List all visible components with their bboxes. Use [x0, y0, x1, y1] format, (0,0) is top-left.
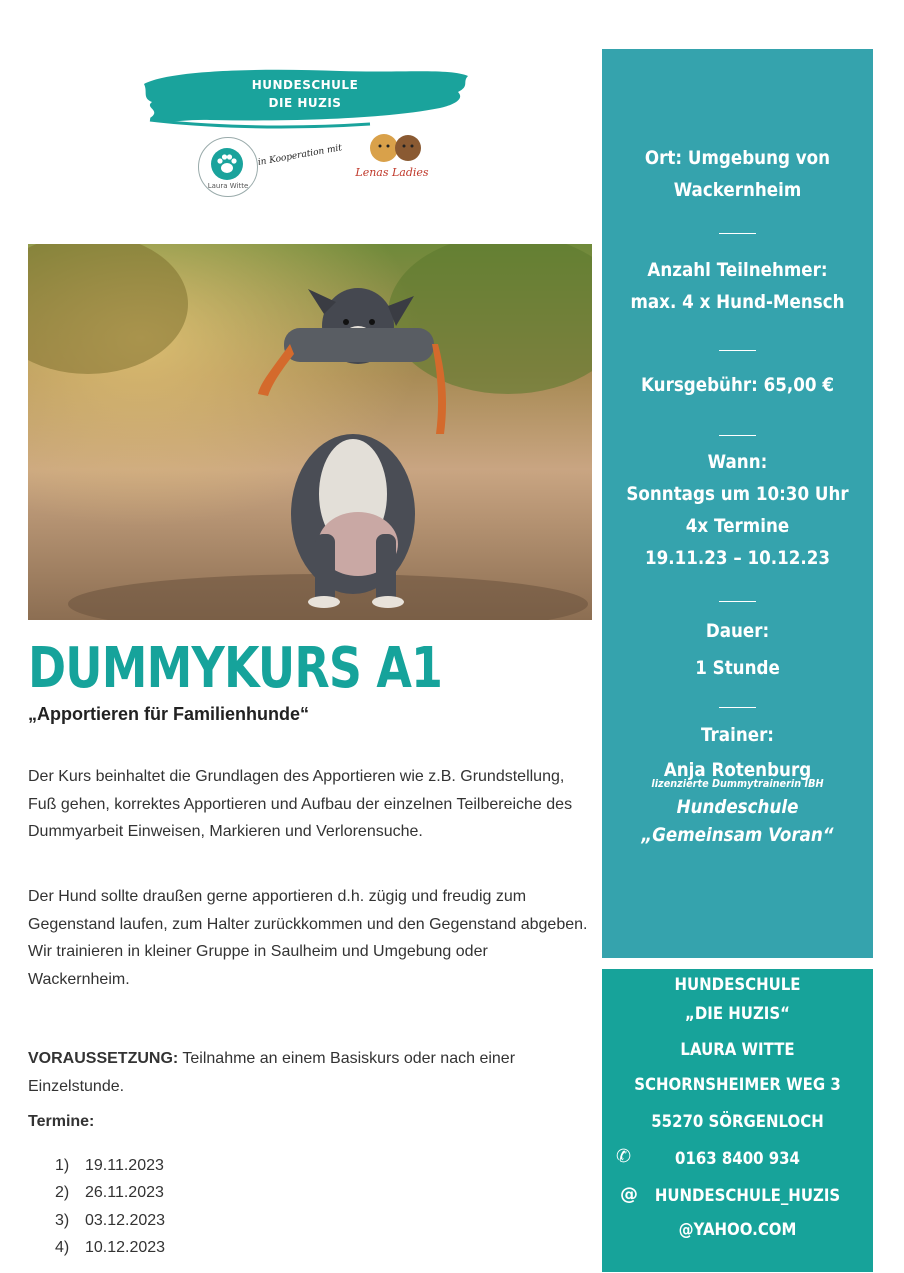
- dates-list: [55, 1152, 165, 1261]
- list-item: [55, 1152, 165, 1179]
- fee-block: [618, 369, 856, 401]
- course-requirements-text: Der Hund sollte draußen gerne apportieren d.h. zügig und freudig zum Gegenstand laufen, zum Halter zurückkommen und den Gegenstand abgeben. Wir trainieren in kleiner Gruppe in Saulheim und Umgebung oder Wackernheim.: [28, 888, 588, 988]
- when-time: Sonntags um 10:30 Uhr: [626, 483, 849, 505]
- location-block: [618, 142, 856, 206]
- badge-circle: [211, 148, 243, 180]
- partner-logo-text: Lenas Ladies: [355, 166, 429, 179]
- contact-street: SCHORNSHEIMER WEG 3: [634, 1075, 841, 1095]
- list-date: 26.11.2023: [85, 1184, 164, 1202]
- dog-photo-illustration: [28, 244, 592, 620]
- course-subtitle: „Apportieren für Familienhunde“: [28, 704, 310, 724]
- trainer-block: [618, 719, 856, 851]
- contact-panel: [602, 969, 873, 1272]
- contact-phone[interactable]: 0163 8400 934: [675, 1149, 800, 1169]
- when-label: Wann:: [707, 451, 768, 473]
- dog-photo: [28, 244, 592, 620]
- contact-city: 55270 SÖRGENLOCH: [651, 1112, 824, 1132]
- trainer-label: Trainer:: [700, 724, 775, 746]
- course-description: Der Kurs beinhaltet die Grundlagen des Apportieren wie z.B. Grundstellung, Fuß gehen, korrektes Apportieren und Aufbau der einzelnen Teilbereiche des Dummyarbeit Einweisen, Markieren und Verlorensuche.: [28, 768, 573, 840]
- contact-email-line2[interactable]: @YAHOO.COM: [678, 1220, 797, 1240]
- divider: [719, 601, 756, 602]
- list-item: [55, 1234, 165, 1261]
- dogs-illustration-icon: [362, 126, 432, 166]
- contact-school-label: HUNDESCHULE: [674, 975, 801, 995]
- at-icon: @: [620, 1184, 638, 1205]
- trainer-qualification: lizenzierte Dummytrainerin IBH: [651, 777, 824, 790]
- participants-label: Anzahl Teilnehmer:: [647, 259, 828, 281]
- participants-value: max. 4 x Hund-Mensch: [630, 291, 845, 313]
- divider: [719, 233, 756, 234]
- location-value: Wackernheim: [673, 179, 802, 201]
- list-number: 3): [55, 1211, 70, 1229]
- dates-heading: Termine:: [28, 1113, 95, 1130]
- when-count: 4x Termine: [685, 515, 790, 537]
- list-number: 1): [55, 1157, 70, 1174]
- participants-block: [618, 254, 856, 318]
- prerequisite-label: VORAUSSETZUNG:: [28, 1050, 179, 1067]
- list-item: [55, 1207, 165, 1234]
- phone-icon: ✆: [616, 1146, 632, 1167]
- list-item: [55, 1179, 165, 1206]
- trainer-school: Hundeschule: [676, 796, 799, 818]
- paw-icon: [211, 148, 243, 180]
- prerequisite-text: Teilnahme an einem Basiskurs oder nach einer Einzelstunde.: [28, 1050, 516, 1095]
- logo-text: [140, 76, 470, 112]
- logo-line1: HUNDESCHULE: [251, 78, 359, 92]
- divider: [719, 435, 756, 436]
- list-date: 03.12.2023: [85, 1211, 166, 1229]
- contact-email-line1[interactable]: HUNDESCHULE_HUZIS: [654, 1186, 841, 1206]
- trainer-school-name: „Gemeinsam Voran“: [641, 824, 834, 846]
- list-number: 4): [55, 1238, 70, 1256]
- kooperation-text: in Kooperation mit: [257, 143, 343, 168]
- list-date: 10.12.2023: [85, 1238, 166, 1256]
- when-range: 19.11.23 – 10.12.23: [644, 547, 831, 569]
- info-panel: [602, 49, 873, 958]
- logo-line2: DIE HUZIS: [268, 96, 342, 110]
- divider: [719, 707, 756, 708]
- badge-name: Laura Witte: [207, 182, 249, 190]
- duration-value: 1 Stunde: [695, 657, 780, 679]
- list-date: 19.11.2023: [85, 1157, 164, 1174]
- prerequisite: [28, 1045, 603, 1100]
- divider: [719, 350, 756, 351]
- logo: [140, 62, 480, 192]
- list-number: 2): [55, 1184, 70, 1202]
- location-label: Ort: Umgebung von: [644, 147, 831, 169]
- course-title: DUMMYKURS A1: [28, 636, 443, 701]
- trainer-name: Anja Rotenburg: [663, 759, 812, 781]
- fee-text: Kursgebühr: 65,00 €: [641, 374, 834, 396]
- contact-person: LAURA WITTE: [680, 1040, 795, 1060]
- badge-logo: [198, 137, 258, 197]
- duration-label: Dauer:: [705, 620, 770, 642]
- duration-block: [618, 613, 856, 687]
- contact-school-name: „DIE HUZIS“: [685, 1004, 790, 1024]
- when-block: [618, 446, 856, 574]
